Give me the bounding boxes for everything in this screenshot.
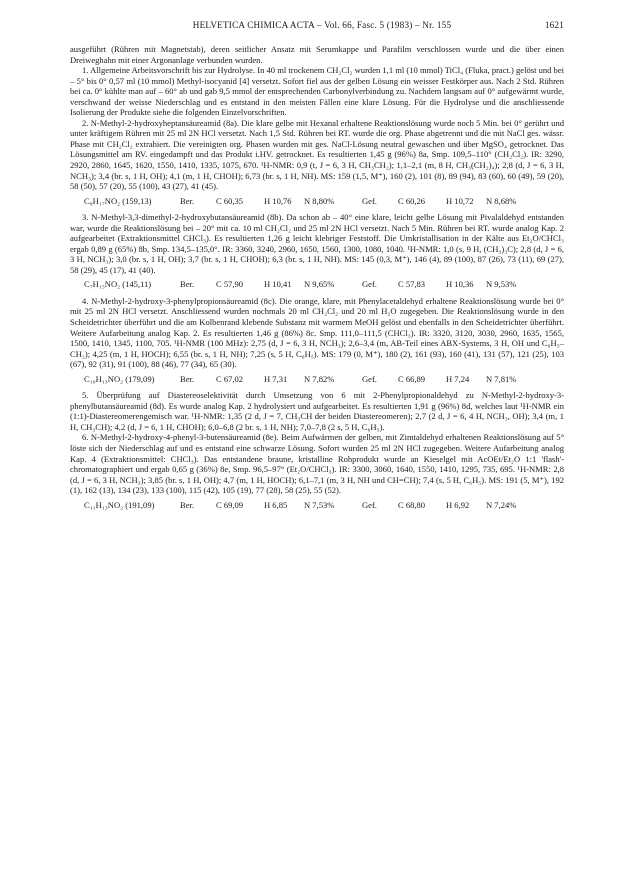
paragraph-general-procedure: 1. Allgemeine Arbeitsvorschrift bis zur Hydrolyse. In 40 ml trockenem CH₂Cl₂ wurden 1,1 ml (10 mmol) TiCl₄ (Fluka, pract.) gelöst und bei – 5° bis 0° 0,57 ml (10 mmol) Methyl-isocyanid [4] versetzt. Sofort fiel aus der gelben Lösung ein weisser Festkörper aus. Nach 2 Std. Rühren bei ca. 0° kühlte man auf – 60° ab und gab 9,5 mmol der entsprechenden Carbonylverbindung zu. Nachdem langsam auf 0° aufgewärmt wurde, verschwand der weisse Niederschlag und es entstand in den meisten Fällen eine klare Lösung. Für die Hydrolyse und die anschliessende Isolierung der Produkte siehe die folgenden Einzelvorschriften. xyxy=(70,65,564,118)
journal-title: HELVETICA CHIMICA ACTA – Vol. 66, Fasc. 5 (1983) – Nr. 155 xyxy=(192,20,452,30)
analysis-formula: C₈H₁₇NO₂ (159,13) xyxy=(84,195,152,206)
analysis-found-label: Gef. xyxy=(362,195,377,206)
analysis-found-h: H 6,92 xyxy=(446,499,470,510)
paragraph-compound-8b: 3. N-Methyl-3,3-dimethyl-2-hydroxybutansäureamid (8b). Da schon ab – 40° eine klare, leicht gelbe Lösung mit Pivalaldehyd entstanden war, wurde die Reaktionslösung bei – 20° mit ca. 10 ml CH₂Cl₂ und 25 ml 2N HCl versetzt. Nach 5 Min. Rühren bei RT. wurde analog Kap. 2 aufgearbeitet (Extraktionsmittel CHCl₃). Es resultierten 1,26 g leicht klebriger Feststoff. Die Umkristallisation in der Kälte aus Et₂O/CHCl₃ ergab 0,89 g (65%) 8b, Smp. 134,5–135,0°. IR: 3360, 3240, 2960, 1650, 1560, 1300, 1080, 1040. ¹H-NMR: 1,0 (s, 9 H, (CH₃)₃C); 2,8 (d, J = 6, 3 H, NCH₃); 3,0 (br. s, 1 H, OH); 3,7 (br. s, 1 H, CHOH); 6,3 (br. s, 1 H, NH). MS: 145 (0,3, M⁺), 146 (4), 89 (100), 87 (26), 73 (11), 69 (27), 58 (29), 45 (17), 41 (40). xyxy=(70,212,564,275)
analysis-found-h: H 10,36 xyxy=(446,279,474,290)
paragraph-compound-8c: 4. N-Methyl-2-hydroxy-3-phenylpropionsäureamid (8c). Die orange, klare, mit Phenylacetaldehyd erhaltene Reaktionslösung wurde bei 0° mit 25 ml 2N HCl versetzt. Anschliessend wurden nochmals 20 ml CH₂Cl₂ und 20 ml H₂O zugegeben. Die Reaktionslösung wurde in den Scheidetrichter überführt und die am Kolbenrand klebende Substanz mit warmem MeOH gelöst und ebenfalls in den Scheidetrichter überführt. Weitere Aufarbeitung analog Kap. 2. Es resultierten 1,46 g (86%) 8c. Smp. 111,0–111,5 (CHCl₃). IR: 3320, 3120, 3030, 2960, 1635, 1565, 1500, 1410, 1345, 1100, 705. ¹H-NMR (100 MHz): 2,75 (d, J = 6, 3 H, NCH₃); 2,6–3,4 (m, AB-Teil eines ABX-Systems, 3 H, OH und C₆H₅–CH₂); 4,25 (m, 1 H, HOCH); 6,55 (br. s, 1 H, NH); 7,25 (s, 5 H, C₆H₅). MS: 179 (0, M⁺), 180 (2), 161 (93), 160 (41), 131 (57), 121 (25), 103 (67), 92 (31), 91 (100), 88 (46), 77 (34), 65 (30). xyxy=(70,295,564,370)
elemental-analysis-8b xyxy=(70,279,564,290)
analysis-calc-n: N 8,80% xyxy=(304,195,335,206)
analysis-found-h: H 10,72 xyxy=(446,195,474,206)
analysis-found-n: N 9,53% xyxy=(486,279,517,290)
analysis-calc-c: C 69,09 xyxy=(216,499,244,510)
elemental-analysis-8a xyxy=(70,196,564,207)
analysis-calc-c: C 57,90 xyxy=(216,279,244,290)
analysis-calc-n: N 7,53% xyxy=(304,499,335,510)
paragraph-continuation: ausgeführt (Rühren mit Magnetstab), deren seitlicher Ansatz mit Serumkappe und Parafilm verschlossen wurde und die über einen Dreiweghahn mit einer Argonanlage verbunden wurden. xyxy=(70,44,564,65)
paragraph-compound-8e: 6. N-Methyl-2-hydroxy-4-phenyl-3-butensäureamid (8e). Beim Aufwärmen der gelben, mit Zimtaldehyd erhaltenen Reaktionslösung auf 5° löste sich der Niederschlag auf und es entstand eine schwarze Lösung. Sofort wurden 25 ml 2N HCl zugegeben. Weitere Aufarbeitung analog Kap. 4 (Extraktionsmittel: CHCl₃). Das entstandene braune, kristalline Rohprodukt wurde an Kieselgel mit AcOEt/Et₂O 1:1 'flash'-chromatographiert und ergab 0,65 g (36%) 8e, Smp. 96,5–97° (Et₂O/CHCl₃). IR: 3300, 3060, 1640, 1550, 1410, 1295, 735, 695. ¹H-NMR: 2,8 (d, J = 6, 3 H, NCH₃); 3,85 (br. s, 1 H, OH); 4,7 (m, 1 H, HOCH); 6,1–7,1 (m, 3 H, NH und CH=CH); 7,4 (s, 5 H, C₆H₅). MS: 191 (5, M⁺), 192 (1), 162 (13), 134 (23), 133 (100), 115 (42), 105 (19), 77 (28), 58 (25), 55 (52). xyxy=(70,432,564,496)
analysis-calc-label: Ber. xyxy=(180,499,195,510)
analysis-calc-h: H 10,41 xyxy=(264,279,292,290)
analysis-calc-label: Ber. xyxy=(180,279,195,290)
elemental-analysis-8e xyxy=(70,500,564,511)
analysis-found-n: N 8,68% xyxy=(486,195,517,206)
analysis-calc-h: H 6,85 xyxy=(264,499,288,510)
paragraph-compound-8a: 2. N-Methyl-2-hydroxyheptansäureamid (8a). Die klare gelbe mit Hexanal erhaltene Reaktionslösung wurde noch 5 Min. bei 0° gerührt und unter kräftigem Rühren mit 25 ml 2N HCl versetzt. Nach 1,5 Std. Rühren bei RT. wurde die org. Phase abgetrennt und die mit NaCl ges. wässr. Phase mit CH₂Cl₂ extrahiert. Die vereinigten org. Phasen wurden mit ges. NaCl-Lösung neutral gewaschen und über MgSO₄ getrocknet. Das Lösungsmittel am RV. eingedampft und das Produkt i.HV. getrocknet. Es resultierten 1,45 g (96%) 8a, Smp. 109,5–110° (CH₂Cl₂). IR: 3290, 2920, 2860, 1645, 1620, 1550, 1410, 1335, 1075, 670. ¹H-NMR: 0,9 (t, J = 6, 3 H, CH₃CH₂); 1,1–2,1 (m, 8 H, CH₃(CH₂)₄); 2,8 (d, J = 6, 3 H, NCH₃); 3,4 (br. s, 1 H, OH); 4,1 (m, 1 H, CHOH); 6,73 (br. s, 1 H, NH). MS: 159 (1,5, M⁺), 160 (2), 101 (8), 89 (94), 83 (60), 60 (49), 59 (20), 58 (50), 57 (20), 55 (100), 43 (27), 41 (45). xyxy=(70,117,564,192)
page-number: 1621 xyxy=(544,20,564,30)
analysis-found-n: N 7,81% xyxy=(486,373,517,384)
analysis-found-c: C 66,89 xyxy=(398,373,426,384)
analysis-found-c: C 60,26 xyxy=(398,195,426,206)
analysis-calc-n: N 9,65% xyxy=(304,279,335,290)
paragraph-compound-8d: 5. Überprüfung auf Diastereoselektivität durch Umsetzung von 6 mit 2-Phenylpropionaldehyd zu N-Methyl-2-hydroxy-3-phenylbutansäureamid (8d). Es wurde analog Kap. 2 hydrolysiert und aufgearbeitet. Es resultierten 1,91 g (96%) 8d, welches laut ¹H-NMR ein (1:1)-Diastereomerengemisch war. ¹H-NMR: 1,35 (2 d, J = 7, CH₃CH der beiden Diastereomeren); 2,7 (2 d, J = 6, 4 H, NCH₃, OH); 3,4 (m, 1 H, CH₃CH); 4,2 (d, J = 6, 1 H, CHOH); 6,0–6,8 (2 br. s, 1 H, NH); 7,0–7,8 (2 s, 5 H, C₆H₅). xyxy=(70,390,564,432)
analysis-formula: C₇H₁₅NO₂ (145,11) xyxy=(84,279,152,290)
analysis-calc-n: N 7,82% xyxy=(304,373,335,384)
analysis-calc-label: Ber. xyxy=(180,373,195,384)
analysis-calc-h: H 10,76 xyxy=(264,195,292,206)
analysis-calc-label: Ber. xyxy=(180,195,195,206)
analysis-calc-c: C 67,02 xyxy=(216,373,244,384)
analysis-found-n: N 7,24% xyxy=(486,499,517,510)
analysis-found-c: C 57,83 xyxy=(398,279,426,290)
analysis-formula: C₁₁H₁₃NO₂ (191,09) xyxy=(84,499,155,510)
analysis-calc-c: C 60,35 xyxy=(216,195,244,206)
analysis-found-label: Gef. xyxy=(362,279,377,290)
analysis-found-label: Gef. xyxy=(362,499,377,510)
analysis-formula: C₁₀H₁₃NO₂ (179,09) xyxy=(84,373,155,384)
elemental-analysis-8c xyxy=(70,374,564,385)
article-body xyxy=(70,44,564,510)
analysis-found-label: Gef. xyxy=(362,373,377,384)
analysis-found-h: H 7,24 xyxy=(446,373,470,384)
analysis-calc-h: H 7,31 xyxy=(264,373,288,384)
analysis-found-c: C 68,80 xyxy=(398,499,426,510)
running-head xyxy=(70,20,564,34)
